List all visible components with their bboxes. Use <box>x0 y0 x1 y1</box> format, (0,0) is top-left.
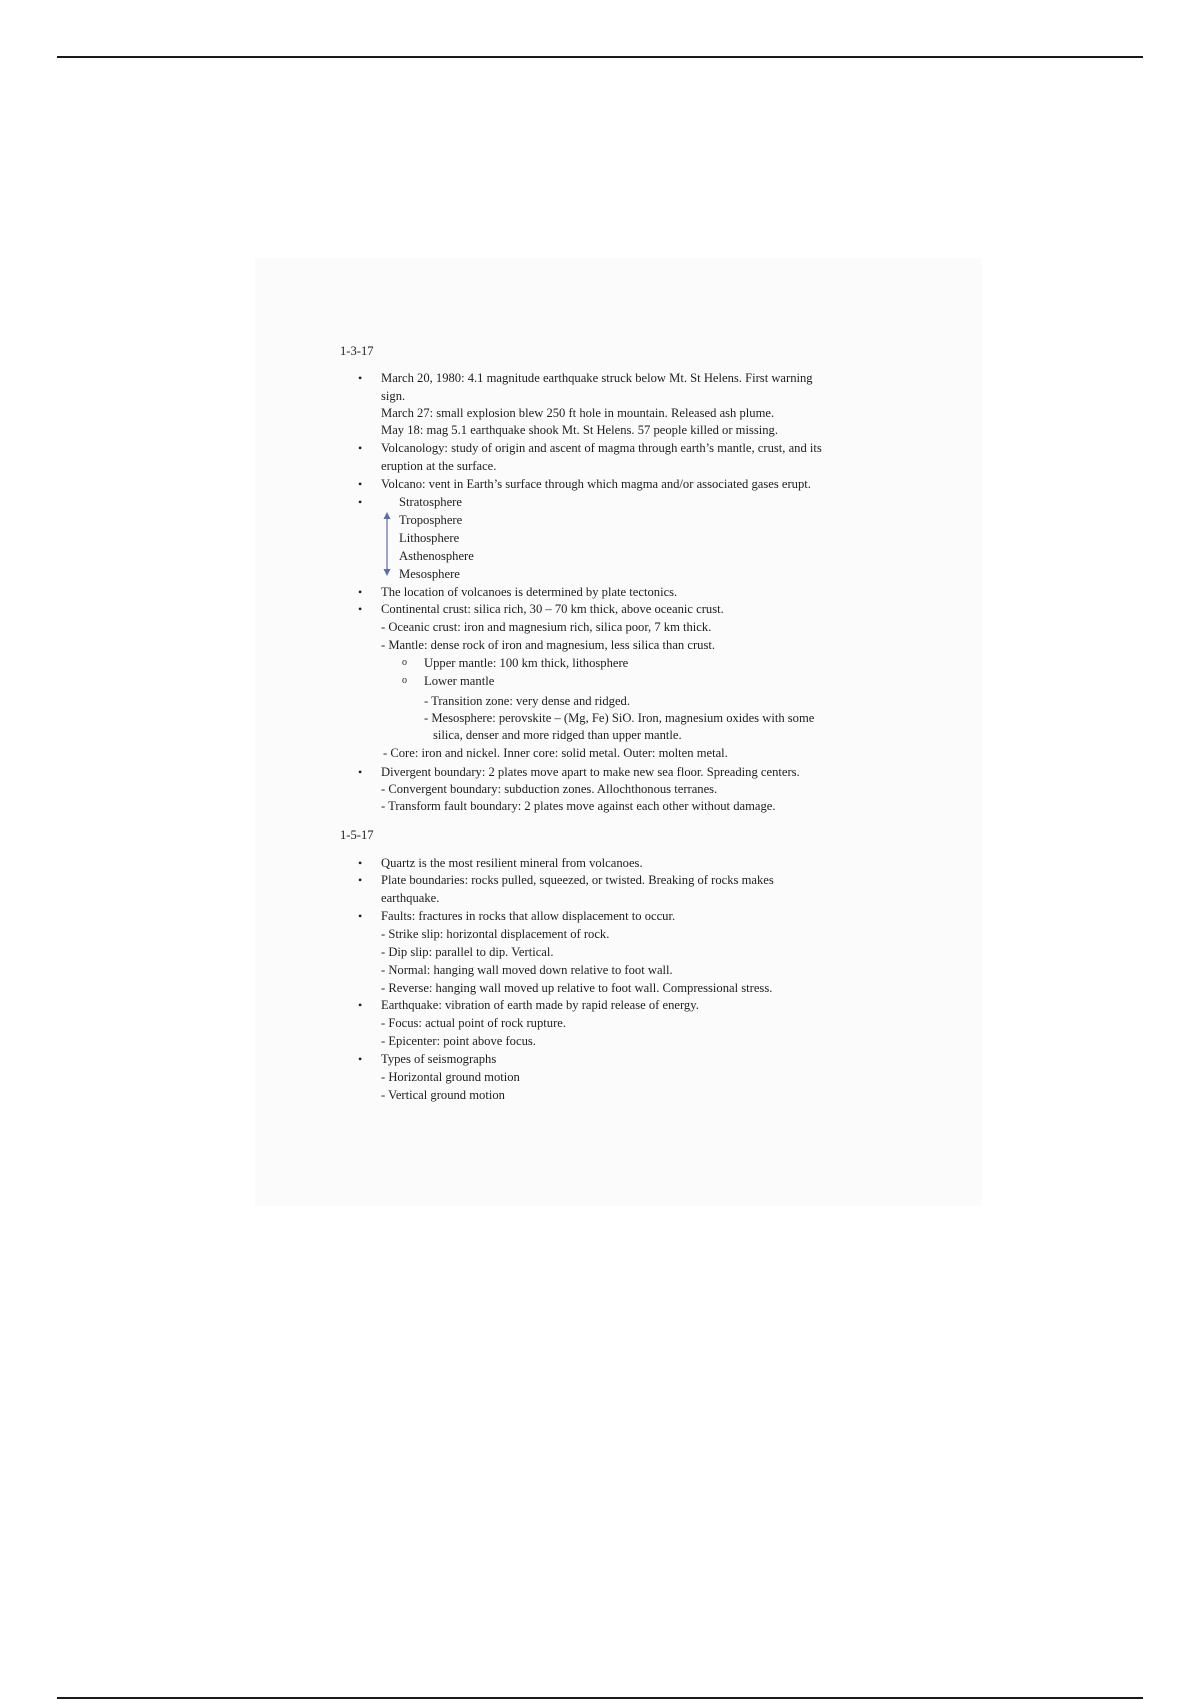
note-line: - Strike slip: horizontal displacement of rock. <box>381 927 610 941</box>
note-line: - Mesosphere: perovskite – (Mg, Fe) SiO. Iron, magnesium oxides with some <box>424 711 815 725</box>
note-line: earthquake. <box>381 891 440 905</box>
note-line: - Normal: hanging wall moved down relative to foot wall. <box>381 963 673 977</box>
note-line: - Focus: actual point of rock rupture. <box>381 1016 567 1030</box>
layer-label: Asthenosphere <box>399 549 474 563</box>
note-line: May 18: mag 5.1 earthquake shook Mt. St Helens. 57 people killed or missing. <box>381 423 778 437</box>
note-line: Faults: fractures in rocks that allow displacement to occur. <box>381 909 676 923</box>
layer-label: Lithosphere <box>399 531 460 545</box>
bullet-icon: • <box>358 873 363 887</box>
note-line: sign. <box>381 389 406 403</box>
circle-bullet-icon: o <box>402 675 407 686</box>
note-line: - Core: iron and nickel. Inner core: solid metal. Outer: molten metal. <box>383 746 728 760</box>
note-line: Divergent boundary: 2 plates move apart to make new sea floor. Spreading centers. <box>381 765 800 779</box>
note-line: - Epicenter: point above focus. <box>381 1034 536 1048</box>
note-line: The location of volcanoes is determined by plate tectonics. <box>381 585 678 599</box>
bullet-icon: • <box>358 585 363 599</box>
top-rule <box>57 56 1143 58</box>
note-line: Types of seismographs <box>381 1052 497 1066</box>
section-date: 1-5-17 <box>340 828 374 842</box>
note-line: Volcanology: study of origin and ascent of magma through earth’s mantle, crust, and its <box>381 441 822 455</box>
layer-label: Stratosphere <box>399 495 462 509</box>
note-line: Quartz is the most resilient mineral from volcanoes. <box>381 856 643 870</box>
note-line: - Horizontal ground motion <box>381 1070 520 1084</box>
bullet-icon: • <box>358 765 363 779</box>
bullet-icon: • <box>358 441 363 455</box>
note-line: - Dip slip: parallel to dip. Vertical. <box>381 945 554 959</box>
bullet-icon: • <box>358 477 363 491</box>
note-line: silica, denser and more ridged than upper mantle. <box>433 728 682 742</box>
note-line: - Transition zone: very dense and ridged. <box>424 694 631 708</box>
bullet-icon: • <box>358 495 363 509</box>
note-line: - Oceanic crust: iron and magnesium rich, silica poor, 7 km thick. <box>381 620 712 634</box>
bullet-icon: • <box>358 998 363 1012</box>
note-line: - Convergent boundary: subduction zones. Allochthonous terranes. <box>381 782 718 796</box>
note-line: - Vertical ground motion <box>381 1088 505 1102</box>
note-line: eruption at the surface. <box>381 459 497 473</box>
double-arrow-icon <box>382 512 392 576</box>
bullet-icon: • <box>358 371 363 385</box>
note-line: Upper mantle: 100 km thick, lithosphere <box>424 656 629 670</box>
note-line: Lower mantle <box>424 674 495 688</box>
note-line: - Reverse: hanging wall moved up relative to foot wall. Compressional stress. <box>381 981 773 995</box>
bottom-rule <box>57 1697 1143 1699</box>
bullet-icon: • <box>358 602 363 616</box>
note-line: Plate boundaries: rocks pulled, squeezed, or twisted. Breaking of rocks makes <box>381 873 774 887</box>
note-line: Earthquake: vibration of earth made by rapid release of energy. <box>381 998 699 1012</box>
section-date: 1-3-17 <box>340 344 374 358</box>
layer-label: Troposphere <box>399 513 463 527</box>
bullet-icon: • <box>358 1052 363 1066</box>
note-line: March 20, 1980: 4.1 magnitude earthquake struck below Mt. St Helens. First warning <box>381 371 813 385</box>
layer-label: Mesosphere <box>399 567 460 581</box>
circle-bullet-icon: o <box>402 657 407 668</box>
note-line: - Mantle: dense rock of iron and magnesium, less silica than crust. <box>381 638 715 652</box>
note-line: - Transform fault boundary: 2 plates move against each other without damage. <box>381 799 776 813</box>
bullet-icon: • <box>358 909 363 923</box>
note-line: March 27: small explosion blew 250 ft hole in mountain. Released ash plume. <box>381 406 775 420</box>
note-line: Volcano: vent in Earth’s surface through which magma and/or associated gases erupt. <box>381 477 811 491</box>
bullet-icon: • <box>358 856 363 870</box>
note-line: Continental crust: silica rich, 30 – 70 km thick, above oceanic crust. <box>381 602 724 616</box>
